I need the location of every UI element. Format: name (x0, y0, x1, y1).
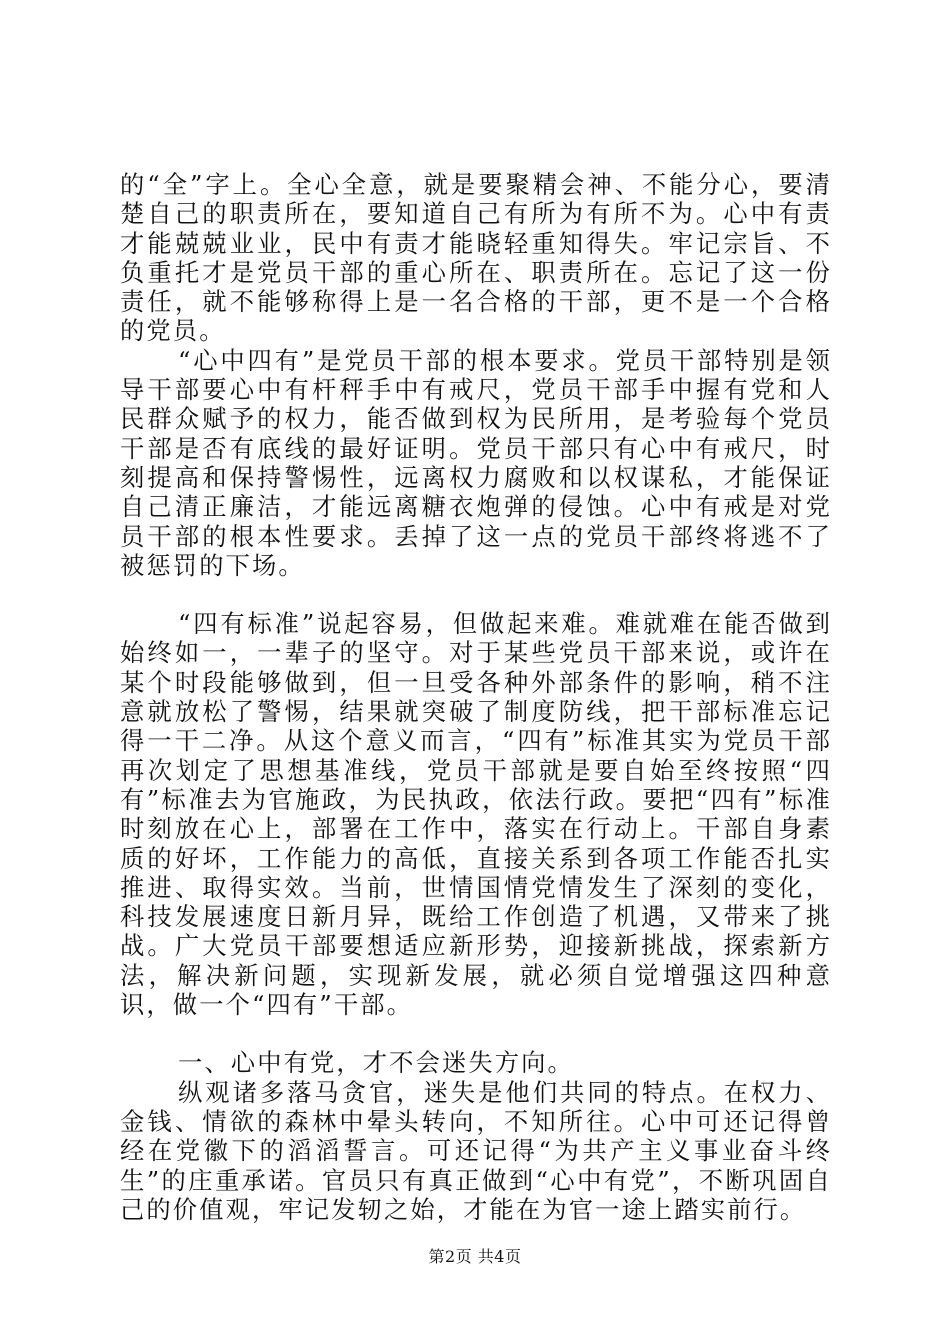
page-number-footer: 第2页 共4页 (428, 1247, 522, 1266)
paragraph-fallen-officials: 纵观诸多落马贪官，迷失是他们共同的特点。在权力、金钱、情欲的森林中晕头转向，不知所往。心中可还记得曾经在党徽下的滔滔誓言。可还记得“为共产主义事业奋斗终生”的庄重承诺。官员只有真正做到“心中有党”，不断巩固自己的价值观，牢记发轫之始，才能在为官一途上踏实前行。 (120, 1077, 832, 1224)
section-heading-party-in-heart: 一、心中有党，才不会迷失方向。 (178, 1048, 574, 1078)
paragraph-four-haves-requirement: “心中四有”是党员干部的根本要求。党员干部特别是领导干部要心中有杆秤手中有戒尺，党员干部手中握有党和人民群众赋予的权力，能否做到权为民所用，是考验每个党员干部是否有底线的最好证明。党员干部只有心中有戒尺，时刻提高和保持警惕性，远离权力腐败和以权谋私，才能保证自己清正廉洁，才能远离糖衣炮弹的侵蚀。心中有戒是对党员干部的根本性要求。丢掉了这一点的党员干部终将逃不了被惩罚的下场。 (120, 345, 832, 580)
document-body (120, 170, 832, 1224)
paragraph-four-haves-standard: “四有标准”说起容易，但做起来难。难就难在能否做到始终如一，一辈子的坚守。对于某些党员干部来说，或许在某个时段能够做到，但一旦受各种外部条件的影响，稍不注意就放松了警惕，结果就突破了制度防线，把干部标准忘记得一干二净。从这个意义而言，“四有”标准其实为党员干部再次划定了思想基准线，党员干部就是要自始至终按照“四有”标准去为官施政，为民执政，依法行政。要把“四有”标准时刻放在心上，部署在工作中，落实在行动上。干部自身素质的好坏，工作能力的高低，直接关系到各项工作能否扎实推进、取得实效。当前，世情国情党情发生了深刻的变化，科技发展速度日新月异，既给工作创造了机遇，又带来了挑战。广大党员干部要想适应新形势，迎接新挑战，探索新方法，解决新问题，实现新发展，就必须自觉增强这四种意识，做一个“四有”干部。 (120, 609, 832, 1020)
paragraph-continuation: 的“全”字上。全心全意，就是要聚精会神、不能分心，要清楚自己的职责所在，要知道自己有所为有所不为。心中有责才能兢兢业业，民中有责才能晓轻重知得失。牢记宗旨、不负重托才是党员干部的重心所在、职责所在。忘记了这一份责任，就不能够称得上是一名合格的干部，更不是一个合格的党员。 (120, 170, 832, 346)
